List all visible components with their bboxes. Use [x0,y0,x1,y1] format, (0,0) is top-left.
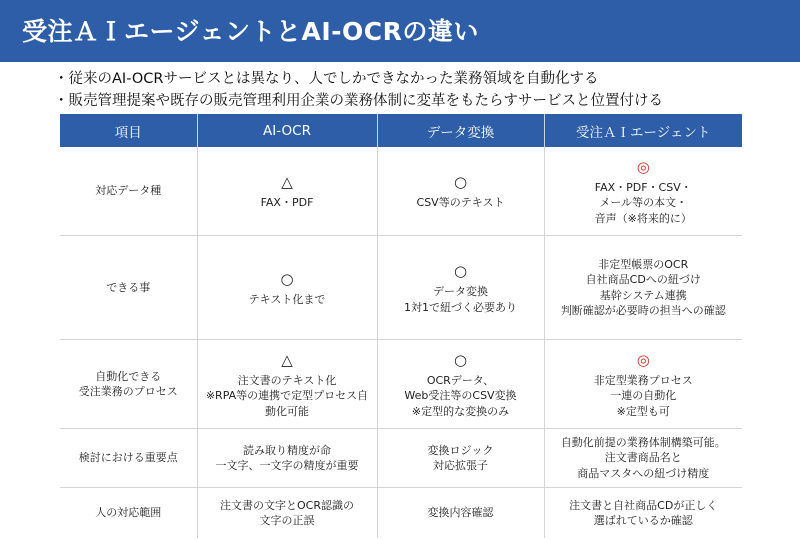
table-row [60,488,742,539]
table-body [60,147,742,538]
cell-text: 対応拡張子 [433,459,488,472]
cell-text: できる事 [106,280,151,294]
order-ai-agent-cell [544,488,742,539]
cell-text: CSV等のテキスト [416,196,505,210]
cell-text: メール等の本文・ [599,196,688,210]
order-ai-agent-cell [544,340,742,429]
data-conversion-cell [377,488,544,539]
rating-mark: △ [281,350,293,369]
cell-text: 注文書と自社商品CDが正しく [569,498,718,512]
cell-text: 検討における重要点 [78,451,178,465]
comparison-table [60,114,742,538]
cell-text: 判断確認が必要時の担当への確認 [560,304,726,317]
cell-text: 基幹システム連携 [599,288,687,302]
order-ai-agent-cell [544,429,742,488]
table-header-row [60,114,742,147]
order-ai-agent-cell [544,147,742,236]
ai-ocr-cell [197,429,377,488]
cell-text: 注文書のテキスト化 [237,373,337,387]
cell-text: 自社商品CDへの紐づけ [585,273,701,286]
data-conversion-cell [377,429,544,488]
row-label [60,147,197,236]
cell-text: 自動化できる [95,369,162,383]
cell-text: データ変換 [433,285,488,298]
cell-text: Web受注等のCSV変換 [404,389,517,403]
cell-text: 1対1で紐づく必要あり [404,300,517,314]
cell-text: ※RPA等の連携で定型プロセス自 [205,389,369,403]
cell-text: FAX・PDF [260,196,314,210]
data-conversion-cell [377,147,544,236]
cell-text: 音声（※将来的に） [594,211,692,225]
table-row [60,147,742,236]
table-row [60,340,742,429]
ai-ocr-cell [197,147,377,236]
cell-text: OCRデータ、 [426,373,495,387]
rating-mark: ◎ [636,350,650,369]
cell-text: 変換内容確認 [427,506,494,520]
cell-text: 注文書商品名と [604,451,682,465]
cell-text: 動化可能 [265,404,309,418]
cell-text: ※定型的な変換のみ [411,404,510,418]
cell-text: 人の対応範囲 [95,506,162,520]
order-ai-agent-cell [544,236,742,340]
title-bar [0,0,800,62]
rating-mark: ○ [453,173,468,192]
cell-text: 注文書の文字とOCR認識の [220,498,354,512]
bullet-list [54,68,794,112]
ai-ocr-cell [197,236,377,340]
ai-ocr-cell [197,340,377,429]
cell-text: 非定型業務プロセス [593,373,693,387]
bullet-item: ・従来のAI-OCRサービスとは異なり、人でしかできなかった業務領域を自動化する [54,71,599,87]
rating-mark: ○ [453,262,468,280]
cell-text: 選ばれているか確認 [593,514,693,527]
cell-text: テキスト化まで [248,292,326,306]
rating-mark: ◎ [636,157,650,176]
row-label [60,429,197,488]
cell-text: 商品マスタへの紐づけ精度 [577,466,710,480]
cell-text: 変換ロジック [427,443,494,457]
header-ai-ocr: AI-OCR [197,114,377,147]
slide-title: 受注ＡＩエージェントとAI-OCRの違い [22,17,479,46]
bullet-item: ・販売管理提案や既存の販売管理利用企業の業務体制に変革をもたらすサービスと位置付ける [54,93,663,109]
cell-text: FAX・PDF・CSV・ [594,180,692,194]
data-conversion-cell [377,236,544,340]
table-row [60,429,742,488]
rating-mark: ○ [453,350,468,369]
cell-text: 対応データ種 [95,184,162,198]
header-order-ai-agent: 受注ＡＩエージェント [544,114,742,147]
header-data-conversion: データ変換 [377,114,544,147]
row-label [60,236,197,340]
cell-text: 一文字、一文字の精度が重要 [215,459,359,472]
rating-mark: ○ [280,269,294,288]
cell-text: 自動化前提の業務体制構築可能。 [560,435,726,449]
cell-text: 受注業務のプロセス [78,385,178,398]
cell-text: 非定型帳票のOCR [598,257,689,271]
cell-text: ※定型も可 [616,404,670,418]
ai-ocr-cell [197,488,377,539]
row-label [60,488,197,539]
cell-text: 文字の正誤 [259,514,315,527]
data-conversion-cell [377,340,544,429]
table-row [60,236,742,340]
rating-mark: △ [281,173,293,192]
row-label [60,340,197,429]
cell-text: 一連の自動化 [610,389,677,403]
cell-text: 読み取り精度が命 [243,443,331,457]
header-item: 項目 [60,114,197,147]
